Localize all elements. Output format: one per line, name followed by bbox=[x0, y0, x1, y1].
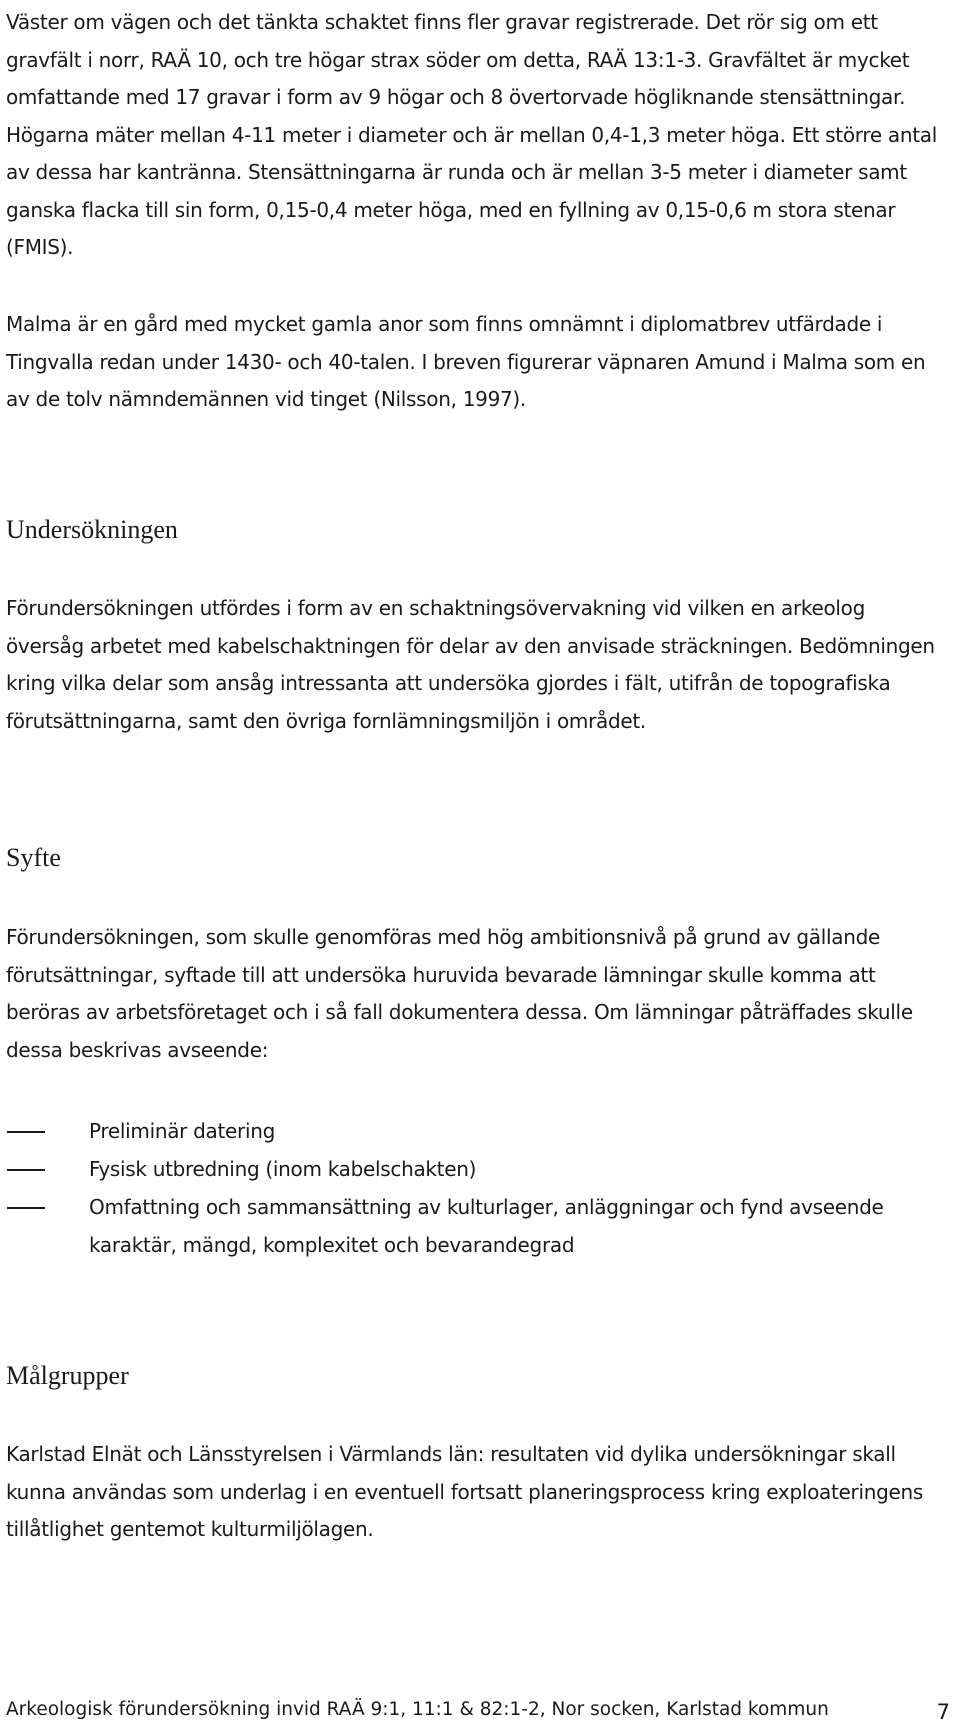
list-item-text: Preliminär datering bbox=[89, 1119, 276, 1143]
paragraph-malma: Malma är en gård med mycket gamla anor som finns omnämnt i diplomatbrev utfärdade i Tingvalla redan under 1430- och 40-talen. I breven figurerar väpnaren Amund i Malma som en av de tolv nämndemännen vid tinget (Nilsson, 1997). bbox=[6, 312, 926, 411]
page-footer bbox=[6, 1697, 950, 1723]
list-item bbox=[6, 1112, 946, 1150]
paragraph-syfte: Förundersökningen, som skulle genomföras med hög ambitionsnivå på grund av gällande förutsättningar, syftade till att undersöka huruvida bevarade lämningar skulle komma att beröras av arbetsföretaget och i så fall dokumentera dessa. Om lämningar påträffades skulle dessa beskrivas avseende: bbox=[6, 925, 913, 1062]
aspects-list bbox=[6, 1112, 946, 1264]
list-item bbox=[6, 1150, 946, 1188]
list-item-text: Fysisk utbredning (inom kabelschakten) bbox=[89, 1157, 477, 1181]
heading-undersokningen: Undersökningen bbox=[6, 515, 178, 544]
paragraph-undersokningen: Förundersökningen utfördes i form av en schaktningsövervakning vid vilken en arkeolog översåg arbetet med kabelschaktningen för delar av den anvisade sträckningen. Bedömningen kring vilka delar som ansåg intressanta att undersöka gjordes i fält, utifrån de topografiska förutsättningarna, samt den övriga fornlämningsmiljön i området. bbox=[6, 596, 935, 733]
list-item bbox=[6, 1188, 946, 1264]
list-item-text: Omfattning och sammansättning av kulturlager, anläggningar och fynd avseende karaktär, mängd, komplexitet och bevarandegrad bbox=[89, 1195, 884, 1257]
paragraph-gravfalt: Väster om vägen och det tänkta schaktet finns fler gravar registrerade. Det rör sig om ett gravfält i norr, RAÄ 10, och tre högar strax söder om detta, RAÄ 13:1-3. Gravfältet är mycket omfattande med 17 gravar i form av 9 högar och 8 övertorvade högliknande stensättningar. Högarna mäter mellan 4-11 meter i diameter och är mellan 0,4-1,3 meter höga. Ett större antal av dessa har kantränna. Stensättningarna är runda och är mellan 3-5 meter i diameter samt ganska flacka till sin form, 0,15-0,4 meter höga, med en fyllning av 0,15-0,6 m stora stenar (FMIS). bbox=[6, 10, 937, 259]
paragraph-malgrupper: Karlstad Elnät och Länsstyrelsen i Värmlands län: resultaten vid dylika undersökningar skall kunna användas som underlag i en eventuell fortsatt planeringsprocess kring exploateringens tillåtlighet gentemot kulturmiljölagen. bbox=[6, 1442, 923, 1541]
heading-malgrupper: Målgrupper bbox=[6, 1361, 129, 1390]
heading-syfte: Syfte bbox=[6, 843, 61, 872]
page-number: 7 bbox=[936, 1700, 950, 1724]
footer-title: Arkeologisk förundersökning invid RAÄ 9:1, 11:1 & 82:1-2, Nor socken, Karlstad kommun bbox=[6, 1699, 829, 1720]
